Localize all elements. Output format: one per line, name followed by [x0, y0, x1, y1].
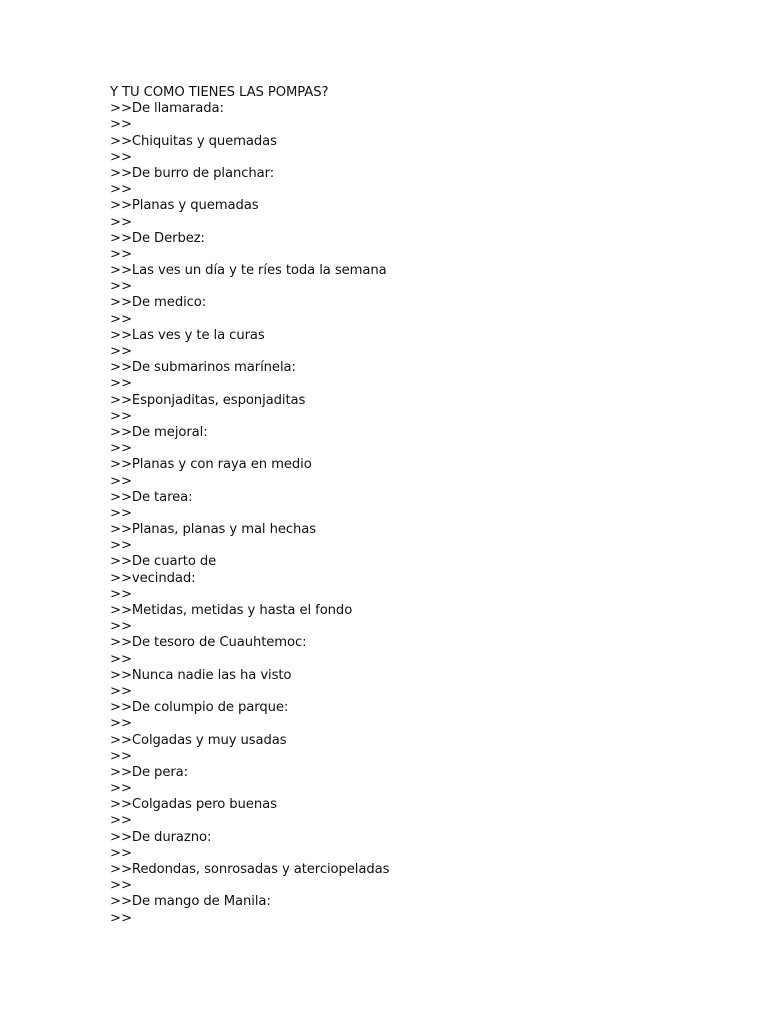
text-line: >>: [110, 716, 132, 732]
text-line: >>: [110, 619, 132, 635]
text-line: >>Nunca nadie las ha visto: [110, 667, 292, 683]
text-line: >>vecindad:: [110, 570, 196, 586]
text-line: >>: [110, 311, 132, 327]
text-line: >>: [110, 246, 132, 262]
text-line: >>: [110, 149, 132, 165]
text-line: >>De medico:: [110, 295, 207, 311]
text-line: >>De mango de Manila:: [110, 894, 271, 910]
text-line: >>: [110, 781, 132, 797]
document-page: [110, 85, 730, 927]
text-line: >>Metidas, metidas y hasta el fondo: [110, 603, 353, 618]
text-line: >>: [110, 845, 132, 861]
text-line: >>Las ves un día y te ríes toda la semana: [110, 263, 387, 279]
text-line: >>: [110, 651, 132, 667]
text-line: >>De llamarada:: [110, 101, 224, 117]
text-line: >>: [110, 214, 132, 230]
text-line: >>: [110, 376, 132, 392]
text-line: >>: [110, 117, 132, 133]
text-line: >>De mejoral:: [110, 424, 208, 440]
document-title: Y TU COMO TIENES LAS POMPAS?: [110, 85, 329, 100]
text-line: >>: [110, 441, 132, 457]
text-line: >>: [110, 586, 132, 602]
text-line: >>: [110, 473, 132, 489]
text-line: >>: [110, 748, 132, 764]
text-line: >>: [110, 182, 132, 198]
text-line: >>Planas, planas y mal hechas: [110, 522, 317, 538]
text-line: >>: [110, 538, 132, 554]
text-line: >>De submarinos marínela:: [110, 360, 296, 376]
text-line: >>: [110, 505, 132, 521]
text-line: >>Esponjaditas, esponjaditas: [110, 392, 306, 408]
text-line: >>: [110, 683, 132, 699]
text-line: >>De cuarto de: [110, 554, 217, 570]
text-line: >>De columpio de parque:: [110, 700, 289, 716]
text-line: >>De tarea:: [110, 489, 193, 505]
text-line: >>De Derbez:: [110, 230, 205, 246]
text-line: >>De tesoro de Cuauhtemoc:: [110, 635, 307, 651]
text-line: >>Colgadas y muy usadas: [110, 732, 287, 748]
text-line: >>Las ves y te la curas: [110, 327, 265, 343]
text-line: >>: [110, 813, 132, 829]
text-line: >>De durazno:: [110, 829, 212, 845]
text-line: >>Colgadas pero buenas: [110, 797, 277, 813]
text-line: >>: [110, 279, 132, 295]
text-line: >>Chiquitas y quemadas: [110, 133, 277, 149]
text-line: >>Planas y quemadas: [110, 198, 259, 214]
text-line: >>: [110, 408, 132, 424]
text-line: >>Planas y con raya en medio: [110, 457, 312, 473]
text-line: >>: [110, 878, 132, 894]
text-line: >>De burro de planchar:: [110, 165, 275, 181]
text-line: >>De pera:: [110, 764, 188, 780]
text-line: >>Redondas, sonrosadas y aterciopeladas: [110, 862, 390, 877]
text-line: >>: [110, 910, 132, 926]
text-line: >>: [110, 344, 132, 359]
